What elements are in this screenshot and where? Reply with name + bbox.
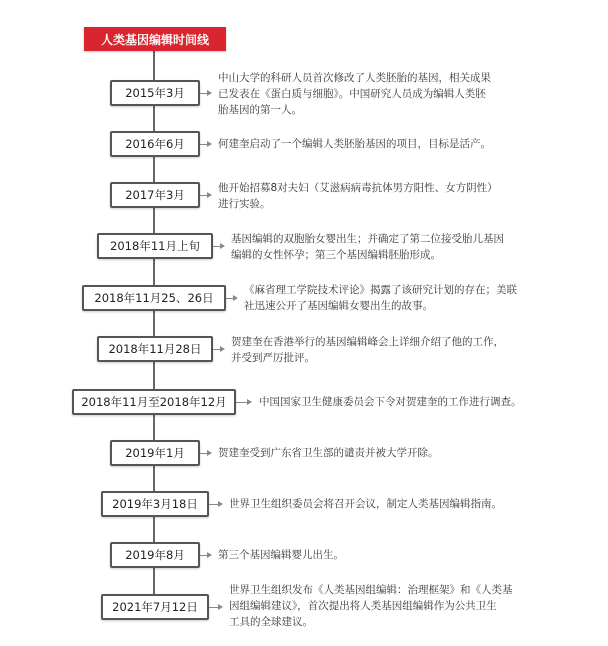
event-date: 2019年1月 [110,440,200,466]
event-date: 2018年11月25、26日 [82,285,226,311]
event-description: 基因编辑的双胞胎女婴出生；并确定了第二位接受胎儿基因 编辑的女性怀孕；第三个基因编辑胚胎形成。 [231,233,504,261]
event-connector [200,93,210,94]
event-connector [226,298,236,299]
event-date: 2015年3月 [110,80,200,106]
event-date: 2017年3月 [110,182,200,208]
event-date: 2019年8月 [110,542,200,568]
event-description: 世界卫生组织委员会将召开会议，制定人类基因编辑指南。 [229,498,502,510]
event-description: 中山大学的科研人员首次修改了人类胚胎的基因，相关成果 已发表在《蛋白质与细胞》。中国研究人员成为编辑人类胚 胎基因的第一人。 [218,72,491,116]
event-date: 2018年11月28日 [97,336,213,362]
event-connector [200,555,210,556]
event-connector [209,504,221,505]
event-connector [236,402,250,403]
event-date: 2016年6月 [110,131,200,157]
event-description: 贺建奎受到广东省卫生部的谴责并被大学开除。 [218,447,439,459]
event-description: 何建奎启动了一个编辑人类胚胎基因的项目，目标是活产。 [218,138,491,150]
event-connector [209,607,221,608]
event-connector [213,349,223,350]
event-description: 中国国家卫生健康委员会下令对贺建奎的工作进行调查。 [259,396,522,408]
event-description: 世界卫生组织发布《人类基因组编辑：治理框架》和《人类基 因组编辑建议》，首次提出将人类基因组编辑作为公共卫生 工具的全球建议。 [229,584,513,628]
event-connector [213,246,223,247]
event-description: 他开始招募8对夫妇（艾滋病病毒抗体男方阳性、女方阴性） 进行实验。 [218,182,498,210]
event-description: 《麻省理工学院技术评论》揭露了该研究计划的存在；美联 社迅速公开了基因编辑女婴出生的故事。 [244,284,517,312]
timeline-title: 人类基因编辑时间线 [84,27,226,51]
event-date: 2019年3月18日 [101,491,209,517]
event-date: 2018年11月上旬 [97,233,213,259]
event-connector [200,144,210,145]
event-description: 贺建奎在香港举行的基因编辑峰会上详细介绍了他的工作， 并受到严厉批评。 [231,336,504,364]
event-date: 2018年11月至2018年12月 [72,389,236,415]
event-date: 2021年7月12日 [101,594,209,620]
event-connector [200,453,210,454]
event-description: 第三个基因编辑婴儿出生。 [218,549,344,561]
event-connector [200,195,210,196]
